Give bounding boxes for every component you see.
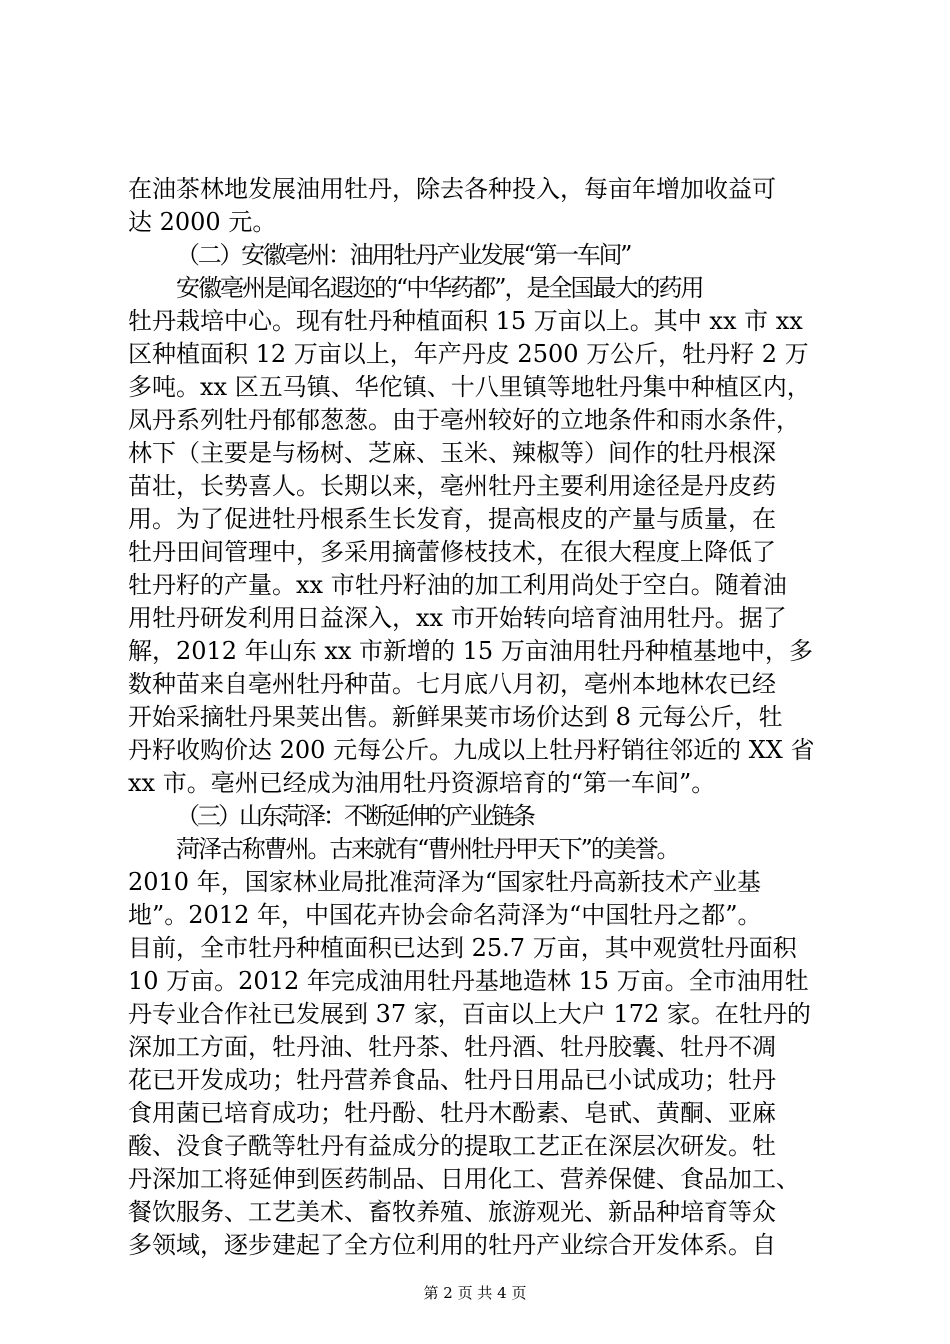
text-line: 用。为了促进牡丹根系生长发育，提高根皮的产量与质量，在: [128, 505, 776, 533]
text-line: 凤丹系列牡丹郁郁葱葱。由于亳州较好的立地条件和雨水条件，: [128, 406, 800, 434]
text-line: 地”。2012 年，中国花卉协会命名菏泽为“中国牡丹之都”。: [128, 901, 762, 929]
text-line: 牡丹籽的产量。xx 市牡丹籽油的加工利用尚处于空白。随着油: [128, 571, 787, 599]
text-line: 餐饮服务、工艺美术、畜牧养殖、旅游观光、新品种培育等众: [128, 1198, 776, 1226]
section-heading: （二）安徽亳州：油用牡丹产业发展“第一车间”: [176, 241, 631, 269]
text-line: 开始采摘牡丹果荚出售。新鲜果荚市场价达到 8 元每公斤，牡: [128, 703, 783, 731]
section-heading: （三）山东菏泽：不断延伸的产业链条: [176, 802, 533, 830]
text-line: 2010 年，国家林业局批准菏泽为“国家牡丹高新技术产业基: [128, 868, 761, 896]
paragraph-first-line: 菏泽古称曹州。古来就有“曹州牡丹甲天下”的美誉。: [176, 835, 679, 863]
text-line: 林下（主要是与杨树、芝麻、玉米、辣椒等）间作的牡丹根深: [128, 439, 776, 467]
text-line: 食用菌已培育成功；牡丹酚、牡丹木酚素、皂甙、黄酮、亚麻: [128, 1099, 776, 1127]
text-line: 牡丹田间管理中，多采用摘蕾修枝技术，在很大程度上降低了: [128, 538, 776, 566]
text-line: 牡丹栽培中心。现有牡丹种植面积 15 万亩以上。其中 xx 市 xx: [128, 307, 803, 335]
text-line: 丹籽收购价达 200 元每公斤。九成以上牡丹籽销往邻近的 XX 省: [128, 736, 815, 764]
text-line: 10 万亩。2012 年完成油用牡丹基地造林 15 万亩。全市油用牡: [128, 967, 809, 995]
text-line: 区种植面积 12 万亩以上，年产丹皮 2500 万公斤，牡丹籽 2 万: [128, 340, 809, 368]
text-line: 多领域，逐步建起了全方位利用的牡丹产业综合开发体系。自: [128, 1231, 776, 1259]
text-line: xx 市。亳州已经成为油用牡丹资源培育的“第一车间”。: [128, 769, 716, 797]
text-line: 数种苗来自亳州牡丹种苗。七月底八月初，亳州本地林农已经: [128, 670, 776, 698]
text-line: 在油茶林地发展油用牡丹，除去各种投入，每亩年增加收益可: [128, 175, 776, 203]
paragraph-first-line: 安徽亳州是闻名遐迩的“中华药都”，是全国最大的药用: [176, 274, 703, 302]
text-line: 深加工方面，牡丹油、牡丹茶、牡丹酒、牡丹胶囊、牡丹不凋: [128, 1033, 776, 1061]
text-line: 多吨。xx 区五马镇、华佗镇、十八里镇等地牡丹集中种植区内，: [128, 373, 811, 401]
text-line: 苗壮，长势喜人。长期以来，亳州牡丹主要利用途径是丹皮药: [128, 472, 776, 500]
text-line: 酸、没食子酰等牡丹有益成分的提取工艺正在深层次研发。牡: [128, 1132, 776, 1160]
text-line: 解，2012 年山东 xx 市新增的 15 万亩油用牡丹种植基地中，多: [128, 637, 813, 665]
text-line: 目前，全市牡丹种植面积已达到 25.7 万亩，其中观赏牡丹面积: [128, 934, 797, 962]
text-line: 达 2000 元。: [128, 208, 277, 236]
text-line: 丹专业合作社已发展到 37 家，百亩以上大户 172 家。在牡丹的: [128, 1000, 811, 1028]
page-number-footer: 第 2 页 共 4 页: [423, 1284, 527, 1302]
text-line: 用牡丹研发利用日益深入，xx 市开始转向培育油用牡丹。据了: [128, 604, 787, 632]
text-line: 花已开发成功；牡丹营养食品、牡丹日用品已小试成功；牡丹: [128, 1066, 776, 1094]
text-line: 丹深加工将延伸到医药制品、日用化工、营养保健、食品加工、: [128, 1165, 800, 1193]
